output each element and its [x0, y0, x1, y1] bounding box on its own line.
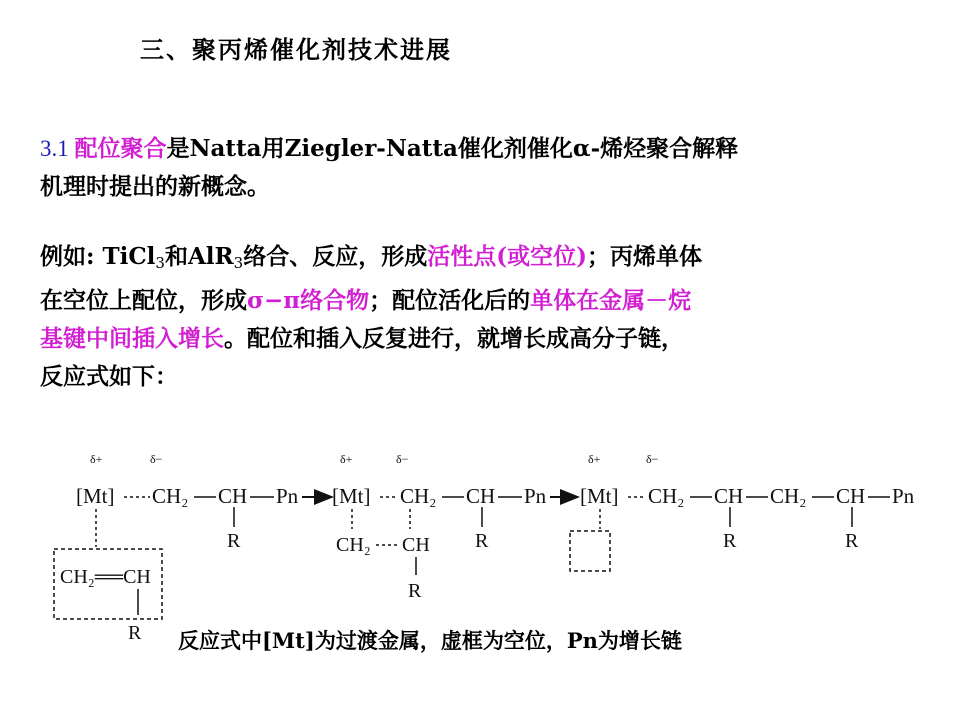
- scheme-caption: 反应式中[Mt]为过渡金属，虚框为空位，Pn为增长链: [178, 628, 682, 653]
- definition-text-1: 是Natta用Ziegler-Natta催化剂催化α-烯烃聚合解释: [166, 135, 739, 162]
- insertion-term-1: 单体在金属－烷: [530, 287, 692, 314]
- r-4: R: [845, 530, 859, 552]
- ch-4: CH: [836, 484, 866, 508]
- delta-minus-2: δ−: [396, 455, 409, 466]
- ch-2: CH: [466, 484, 496, 508]
- insertion-term-2: 基键中间插入增长: [40, 325, 224, 352]
- delta-plus-1: δ+: [90, 455, 103, 466]
- section-number: 3.1: [40, 136, 75, 161]
- r-2: R: [475, 530, 489, 552]
- ch2-complex: CH₂: [336, 534, 371, 556]
- ch2-4: CH₂: [770, 484, 807, 508]
- paragraph-definition: [40, 130, 930, 206]
- example-line-2: [40, 282, 930, 320]
- example-text-g: 。配位和插入反复进行，就增长成高分子链，: [224, 325, 684, 352]
- coordination-polymerization-term: 配位聚合: [74, 135, 167, 162]
- r-1: R: [227, 530, 241, 552]
- example-text-b: 和AlR: [164, 243, 234, 270]
- metal-center-2: [Mt]: [332, 484, 371, 508]
- example-line-1: [40, 238, 930, 282]
- example-line-3: [40, 320, 930, 358]
- r-3: R: [723, 530, 737, 552]
- example-text-a: 例如: TiCl: [40, 243, 156, 270]
- subscript-3a: 3: [155, 254, 165, 272]
- delta-minus-1: δ−: [150, 455, 163, 466]
- ch2-3: CH₂: [648, 484, 685, 508]
- propylene-monomer: CH₂══CH: [60, 566, 151, 588]
- definition-line-2: 机理时提出的新概念。: [40, 173, 270, 200]
- metal-center-3: [Mt]: [580, 484, 619, 508]
- vacancy-dashed-box: [570, 531, 610, 571]
- subscript-3b: 3: [233, 254, 244, 272]
- delta-plus-2: δ+: [340, 455, 353, 466]
- active-site-term: 活性点(或空位): [427, 243, 587, 270]
- ch2-2: CH₂: [400, 484, 437, 508]
- pn-3: Pn: [892, 484, 915, 508]
- delta-plus-3: δ+: [588, 455, 601, 466]
- sigma-pi-complex-term: σ−π络合物: [247, 287, 370, 314]
- example-line-4: 反应式如下：: [40, 363, 178, 390]
- r-complex: R: [408, 580, 422, 602]
- ch-3: CH: [714, 484, 744, 508]
- ch-complex: CH: [402, 534, 430, 556]
- ch2-1: CH₂: [152, 484, 189, 508]
- slide-title: 三、聚丙烯催化剂技术进展: [140, 36, 452, 64]
- paragraph-example: [40, 238, 930, 396]
- delta-minus-3: δ−: [646, 455, 659, 466]
- definition-line-1: [40, 130, 930, 168]
- pn-1: Pn: [276, 484, 299, 508]
- pn-2: Pn: [524, 484, 547, 508]
- example-text-d: ；丙烯单体: [586, 243, 702, 270]
- example-text-e: 在空位上配位，形成: [40, 287, 247, 314]
- r-monomer: R: [128, 622, 142, 644]
- ch-1: CH: [218, 484, 248, 508]
- example-text-f: ；配位活化后的: [369, 287, 531, 314]
- example-text-c: 络合、反应，形成: [243, 243, 428, 270]
- metal-center-1: [Mt]: [76, 484, 115, 508]
